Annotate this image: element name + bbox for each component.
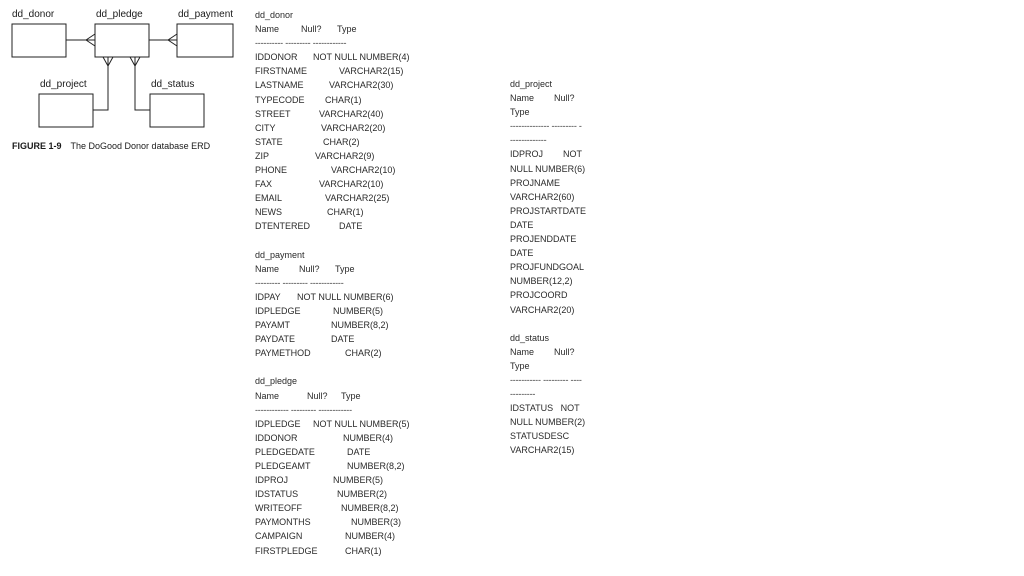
status-lines	[510, 401, 630, 457]
table-block-status	[510, 331, 630, 458]
relation-donor-pledge	[66, 34, 95, 46]
table-header-row	[255, 22, 495, 36]
figure-number: FIGURE 1-9	[12, 141, 62, 151]
column-name: IDPAY	[255, 291, 281, 302]
column-type: NUMBER(8,2)	[347, 461, 405, 471]
table-line: DATE	[510, 248, 534, 259]
header-null: Null?	[307, 390, 328, 401]
relation-status-pledge	[130, 57, 150, 110]
table-row	[255, 318, 495, 332]
pledge-rows	[255, 417, 495, 558]
column-type: NOT NULL NUMBER(6)	[297, 291, 394, 302]
column-type: NOT NULL NUMBER(4)	[313, 52, 410, 63]
table-title: dd_pledge	[255, 376, 298, 387]
entity-box-project	[39, 94, 93, 127]
table-block-project	[510, 77, 630, 317]
entity-label-status: dd_status	[151, 79, 195, 90]
column-type: VARCHAR2(15)	[339, 66, 404, 77]
table-row	[255, 149, 495, 163]
column-type: VARCHAR2(30)	[329, 80, 394, 91]
table-row	[255, 501, 495, 515]
payment-rows	[255, 290, 495, 360]
table-line: PROJFUNDGOAL	[510, 262, 585, 273]
entity-label-payment: dd_payment	[178, 9, 234, 20]
column-name: FIRSTPLEDGE	[255, 545, 318, 556]
column-type: CHAR(2)	[323, 136, 360, 147]
table-row	[255, 177, 495, 191]
column-name: CITY	[255, 122, 276, 133]
table-line: VARCHAR2(15)	[510, 445, 575, 456]
column-type: CHAR(1)	[325, 94, 362, 105]
table-row	[255, 431, 495, 445]
column-name: PAYDATE	[255, 334, 296, 345]
header-divider: --------- --------- ------------	[255, 277, 344, 288]
column-name: IDPLEDGE	[255, 305, 301, 316]
entity-box-status	[150, 94, 204, 127]
column-name: IDPROJ	[255, 475, 289, 486]
column-name: WRITEOFF	[255, 503, 302, 514]
table-row	[255, 417, 495, 431]
donor-rows	[255, 50, 495, 233]
entity-label-pledge: dd_pledge	[96, 9, 143, 20]
column-name: PAYMONTHS	[255, 517, 311, 528]
header-name: Name	[255, 24, 280, 35]
table-line: STATUSDESC	[510, 431, 570, 442]
table-block-donor	[255, 8, 495, 234]
relation-pledge-payment	[149, 34, 177, 46]
table-row	[255, 135, 495, 149]
table-row	[255, 487, 495, 501]
column-name: FIRSTNAME	[255, 66, 308, 77]
column-type: NOT NULL NUMBER(5)	[313, 418, 410, 429]
table-block-payment	[255, 248, 495, 361]
table-row	[255, 459, 495, 473]
table-header-line: Name Null?	[510, 346, 575, 357]
entity-box-pledge	[95, 24, 149, 57]
column-type: VARCHAR2(10)	[331, 165, 396, 176]
table-block-pledge	[255, 374, 495, 557]
figure-caption-text: The DoGood Donor database ERD	[70, 141, 211, 151]
column-name: FAX	[255, 179, 273, 190]
column-type: DATE	[331, 334, 355, 345]
column-name: IDDONOR	[255, 432, 298, 443]
column-type: VARCHAR2(9)	[315, 150, 375, 161]
entity-label-project: dd_project	[40, 79, 87, 90]
column-type: DATE	[339, 221, 363, 232]
column-type: NUMBER(8,2)	[341, 503, 399, 514]
column-type: NUMBER(5)	[333, 475, 384, 486]
table-row	[255, 529, 495, 543]
table-row	[255, 205, 495, 219]
column-type: VARCHAR2(20)	[321, 122, 386, 133]
column-name: IDDONOR	[255, 52, 298, 63]
table-row	[255, 544, 495, 558]
header-divider: ---------- --------- ------------	[255, 38, 347, 49]
column-type: NUMBER(2)	[337, 489, 388, 500]
column-type: VARCHAR2(25)	[325, 193, 390, 204]
erd-diagram	[0, 0, 250, 160]
table-header-row	[255, 262, 495, 276]
table-row	[255, 290, 495, 304]
table-row	[255, 515, 495, 529]
column-type: CHAR(1)	[327, 207, 364, 218]
table-row	[255, 64, 495, 78]
table-row	[255, 473, 495, 487]
column-type: NUMBER(3)	[351, 517, 402, 528]
column-name: NEWS	[255, 207, 282, 218]
column-type: CHAR(2)	[345, 348, 382, 359]
figure-caption	[12, 140, 210, 152]
table-line: NUMBER(12,2)	[510, 276, 573, 287]
table-title: dd_donor	[255, 10, 294, 20]
table-row	[255, 219, 495, 233]
table-row	[255, 445, 495, 459]
header-type: Type	[341, 390, 361, 401]
column-name: PHONE	[255, 165, 288, 176]
table-header-row	[255, 389, 495, 403]
header-divider-continued: ---------	[510, 389, 536, 400]
table-title: dd_payment	[255, 249, 305, 260]
entity-box-payment	[177, 24, 233, 57]
schema-column-left	[255, 8, 495, 558]
table-line: PROJNAME	[510, 177, 561, 188]
table-row	[255, 304, 495, 318]
table-row	[255, 50, 495, 64]
column-name: ZIP	[255, 150, 270, 161]
table-line: IDSTATUS NOT	[510, 403, 580, 414]
column-name: PAYMETHOD	[255, 348, 311, 359]
erd-lines	[0, 0, 250, 160]
column-type: NUMBER(5)	[333, 305, 384, 316]
column-type: NUMBER(4)	[345, 531, 396, 542]
schema-column-right	[510, 77, 630, 458]
table-line: VARCHAR2(60)	[510, 191, 575, 202]
table-header-line: Name Null?	[510, 93, 575, 104]
column-name: DTENTERED	[255, 221, 311, 232]
header-divider: -------------- --------- -	[510, 121, 582, 132]
column-type: NUMBER(8,2)	[331, 320, 389, 331]
table-line: PROJENDDATE	[510, 234, 577, 245]
table-line: PROJCOORD	[510, 290, 568, 301]
table-row	[255, 121, 495, 135]
table-title: dd_status	[510, 332, 550, 343]
column-name: PAYAMT	[255, 320, 291, 331]
header-null: Null?	[299, 263, 320, 274]
project-lines	[510, 147, 630, 316]
table-line: IDPROJ NOT	[510, 149, 583, 160]
table-row	[255, 163, 495, 177]
table-row	[255, 346, 495, 360]
table-header-type: Type	[510, 360, 530, 371]
header-name: Name	[255, 390, 280, 401]
column-name: PLEDGEDATE	[255, 446, 315, 457]
column-name: CAMPAIGN	[255, 531, 303, 542]
column-name: EMAIL	[255, 193, 283, 204]
column-type: DATE	[347, 446, 371, 457]
column-type: VARCHAR2(40)	[319, 108, 384, 119]
table-title: dd_project	[510, 79, 553, 89]
column-type: VARCHAR2(10)	[319, 179, 384, 190]
column-type: NUMBER(4)	[343, 432, 394, 443]
column-name: IDPLEDGE	[255, 418, 301, 429]
column-name: STREET	[255, 108, 291, 119]
table-line: NULL NUMBER(2)	[510, 417, 586, 428]
header-null: Null?	[301, 24, 322, 35]
column-type: CHAR(1)	[345, 545, 382, 556]
table-header-type: Type	[510, 107, 530, 118]
header-type: Type	[337, 24, 357, 35]
table-row	[255, 332, 495, 346]
entity-box-donor	[12, 24, 66, 57]
relation-project-pledge	[93, 57, 113, 110]
table-line: NULL NUMBER(6)	[510, 163, 586, 174]
entity-label-donor: dd_donor	[12, 9, 55, 20]
table-line: PROJSTARTDATE	[510, 205, 587, 216]
column-name: LASTNAME	[255, 80, 304, 91]
table-row	[255, 93, 495, 107]
table-row	[255, 78, 495, 92]
header-divider: ----------- --------- ----	[510, 374, 582, 385]
column-name: STATE	[255, 136, 283, 147]
header-name: Name	[255, 263, 280, 274]
table-line: DATE	[510, 219, 534, 230]
header-divider: ------------ --------- ------------	[255, 404, 352, 415]
column-name: IDSTATUS	[255, 489, 299, 500]
column-name: PLEDGEAMT	[255, 461, 311, 471]
header-divider-continued: -------------	[510, 135, 547, 146]
header-type: Type	[335, 263, 355, 274]
table-line: VARCHAR2(20)	[510, 304, 575, 315]
table-row	[255, 107, 495, 121]
column-name: TYPECODE	[255, 94, 305, 105]
table-row	[255, 191, 495, 205]
